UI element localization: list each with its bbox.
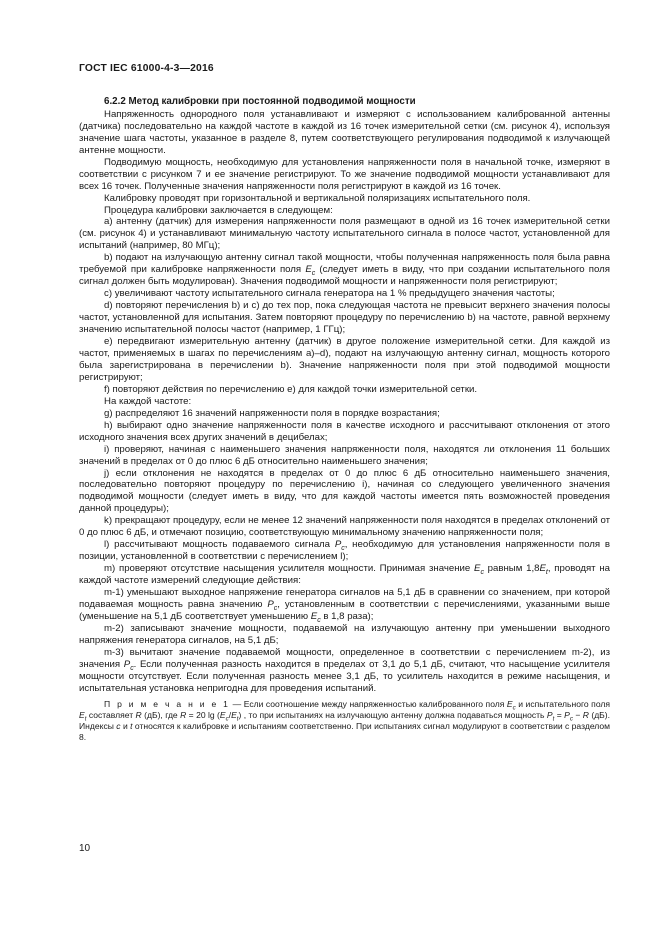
list-item-a: a) антенну (датчик) для измерения напряженности поля размещают в одной из 16 точек измерительной сетки (см. рисунок 4) и устанавливают минимальную частоту испытательного сигнала в полосе частот, установленной для испытаний (например, 80 МГц); xyxy=(79,216,610,252)
list-item-m3: m-3) вычитают значение подаваемой мощности, определенное в соответствии с перечислением m-2), из значения $P_c$. Если полученная разность находится в пределах от 3,1 до 5,1 дБ, считают, что насыщение усилителя мощности отсутствует. Если полученная разность менее 3,1 дБ, то усилитель находится в режиме насыщения, и испытательная установка непригодна для проведения испытаний. xyxy=(79,646,610,694)
list-item-j: j) если отклонения не находятся в пределах от 0 до плюс 6 дБ относительно наименьшего значения, последовательно повторяют процедуру по перечислению i), начиная со следующего увеличенного значения подводимой мощности (следует иметь в виду, что для каждой частоты имеется пять возможностей проведения данной процедуры); xyxy=(79,467,610,515)
list-item-l: l) рассчитывают мощность подаваемого сигнала $P_c$, необходимую для установления напряженности поля в позиции, установленной в соответствии с перечислением l); xyxy=(79,539,610,563)
paragraph: Напряженность однородного поля устанавливают и измеряют с использованием калиброванной антенны (датчика) последовательно на каждой частоте в каждой из 16 точек измерительной сетки (см. рисунок 4), используя значение шага частоты, указанное в разделе 8, путем соответствующего регулирования подводимой к излучающей антенне мощности. xyxy=(79,108,610,156)
note: П р и м е ч а н и е 1 — Если соотношение между напряженностью калиброванного поля $E_c$ и испытательного поля $E_t$ составляет R (дБ), где R = 20 $\lg (E_c/E_t)$ , то при испытаниях на излучающую антенну должна подаваться мощность $P_t = P_c - R$ (дБ). Индексы c и t относятся к калибровке и испытаниям соответственно. При испытаниях сигнал модулируют в соответствии с разделом 8. xyxy=(79,698,611,742)
list-item-k: k) прекращают процедуру, если не менее 12 значений напряженности поля находятся в пределах отклонений от 0 до плюс 6 дБ, и отмечают позицию, соответствующую минимальному значению напряженности поля; xyxy=(79,515,610,539)
paragraph: Процедура калибровки заключается в следующем: xyxy=(104,204,333,216)
document-header: ГОСТ IEC 61000-4-3—2016 xyxy=(79,63,214,74)
paragraph: Калибровку проводят при горизонтальной и вертикальной поляризациях испытательного поля. xyxy=(104,192,531,204)
document-body xyxy=(79,96,610,743)
list-item-f: f) повторяют действия по перечислению e) для каждой точки измерительной сетки. xyxy=(104,383,478,395)
list-item-m1: m-1) уменьшают выходное напряжение генератора сигналов на 5,1 дБ в сравнении со значением, при которой подаваемая мощность равна значению $P_c$, установленным в соответствии с перечислениями, указанными выше (уменьшение на 5,1 дБ соответствует уменьшению $E_c$ в 1,8 раза); xyxy=(79,587,610,624)
list-item-b: b) подают на излучающую антенну сигнал такой мощности, чтобы полученная напряженность поля была равна требуемой при калибровке напряженности поля $E_c$ (следует иметь в виду, что при создании испытательного поля сигнал должен быть модулирован). Значения подводимой мощности и напряженности поля регистрируют; xyxy=(79,252,610,288)
paragraph: Подводимую мощность, необходимую для установления напряженности поля в начальной точке, измеряют в соответствии с рисунком 7 и ее значение регистрируют. То же значение подводимой мощности устанавливают для всех 16 точек. Полученные значения напряженности поля регистрируют в каждой из 16 точек. xyxy=(79,156,610,192)
page-number: 10 xyxy=(79,843,91,854)
list-item-m2: m-2) записывают значение мощности, подаваемой на излучающую антенну при уменьшении выходного напряжения генератора сигналов, на 5,1 дБ; xyxy=(79,622,610,646)
list-item-i: i) проверяют, начиная с наименьшего значения напряженности поля, находятся ли отклонения 11 больших значений в пределах от 0 до плюс 6 дБ относительно наименьшего значения; xyxy=(79,443,610,467)
list-item-g: g) распределяют 16 значений напряженности поля в порядке возрастания; xyxy=(104,407,440,419)
list-item-c: c) увеличивают частоту испытательного сигнала генератора на 1 % предыдущего значения частоты; xyxy=(104,288,555,300)
list-item-d: d) повторяют перечисления b) и c) до тех пор, пока следующая частота не превысит верхнего значения полосы частот, установленной для испытания. Затем повторяют процедуру по перечислению b) на частоте, равной верхнему значению испытательной полосы частот (например, 1 ГГц); xyxy=(79,300,610,336)
section-title: 6.2.2 Метод калибровки при постоянной подводимой мощности xyxy=(104,96,416,107)
list-item-m: m) проверяют отсутствие насыщения усилителя мощности. Принимая значение $E_c$ равным $1,8E_t$, проводят на каждой частоте измерений следующие действия: xyxy=(79,563,611,587)
paragraph: На каждой частоте: xyxy=(104,395,192,407)
list-item-e: e) передвигают измерительную антенну (датчик) в другое положение измерительной сетки. Для каждой из частот, применяемых в шагах по перечислениям a)–d), подают на излучающую антенну сигнал, мощность которого была зарегистрирована в перечислении b). Значение напряженности поля при этой подводимой мощности регистрируют; xyxy=(79,336,610,383)
list-item-h: h) выбирают одно значение напряженности поля в качестве исходного и рассчитывают отклонения от этого исходного значения всех других значений в децибелах; xyxy=(79,419,610,443)
